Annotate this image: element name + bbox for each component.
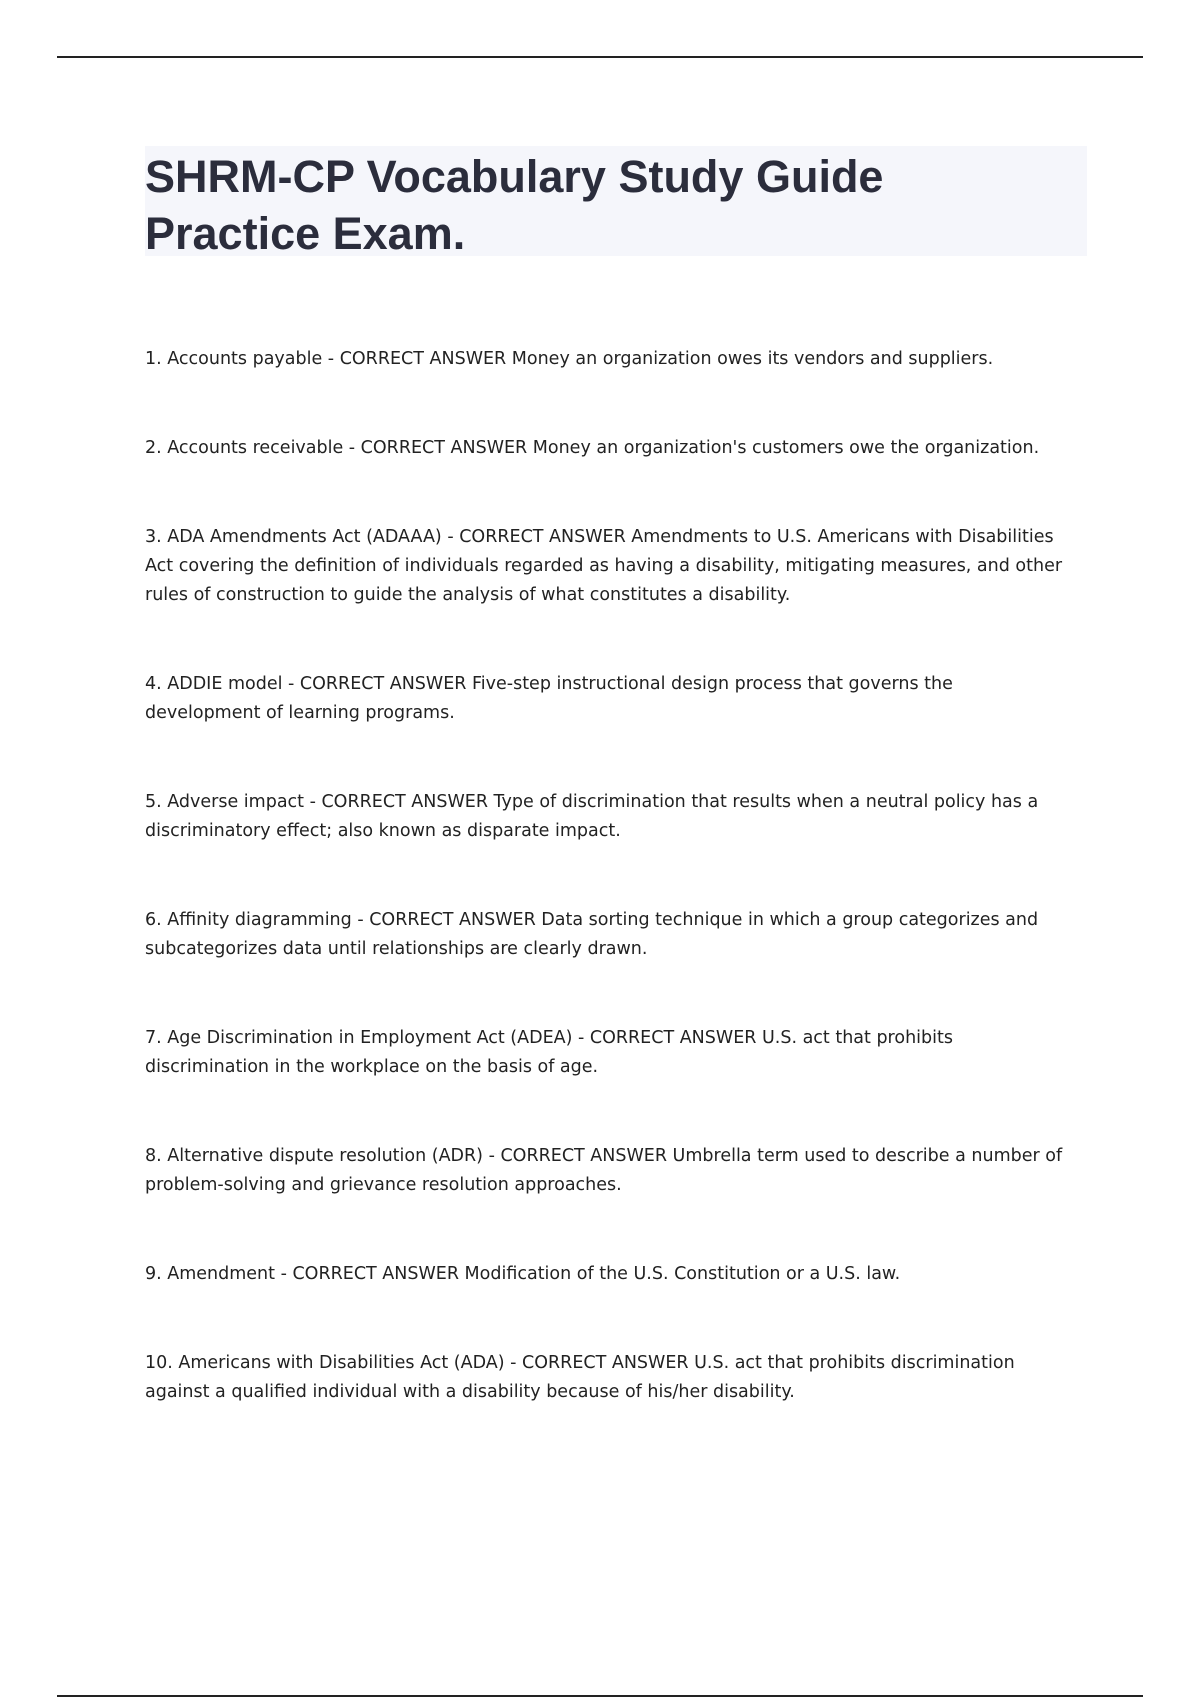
title-block xyxy=(145,146,1087,259)
page-title: SHRM-CP Vocabulary Study Guide Practice Exam. xyxy=(145,151,884,259)
vocabulary-list xyxy=(145,345,1085,1467)
footer-divider xyxy=(57,1695,1143,1697)
vocabulary-entry: 5. Adverse impact - CORRECT ANSWER Type of discrimination that results when a neutral policy has a discriminatory effect; also known as disparate impact. xyxy=(145,792,1039,841)
vocabulary-entry: 2. Accounts receivable - CORRECT ANSWER Money an organization's customers owe the organization. xyxy=(145,438,1040,458)
vocabulary-entry: 7. Age Discrimination in Employment Act (ADEA) - CORRECT ANSWER U.S. act that prohibits discrimination in the workplace on the basis of age. xyxy=(145,1028,953,1077)
vocabulary-entry: 6. Affinity diagramming - CORRECT ANSWER Data sorting technique in which a group categorizes and subcategorizes data until relationships are clearly drawn. xyxy=(145,910,1039,959)
vocabulary-entry: 9. Amendment - CORRECT ANSWER Modification of the U.S. Constitution or a U.S. law. xyxy=(145,1264,901,1284)
vocabulary-entry: 8. Alternative dispute resolution (ADR) - CORRECT ANSWER Umbrella term used to describe a number of problem-solving and grievance resolution approaches. xyxy=(145,1146,1063,1195)
vocabulary-entry: 3. ADA Amendments Act (ADAAA) - CORRECT ANSWER Amendments to U.S. Americans with Disabilities Act covering the definition of individuals regarded as having a disability, mitigating measures, and other rules of construction to guide the analysis of what constitutes a disability. xyxy=(145,527,1063,605)
vocabulary-entry: 10. Americans with Disabilities Act (ADA) - CORRECT ANSWER U.S. act that prohibits discrimination against a qualified individual with a disability because of his/her disability. xyxy=(145,1353,1015,1402)
vocabulary-entry: 1. Accounts payable - CORRECT ANSWER Money an organization owes its vendors and suppliers. xyxy=(145,349,994,369)
vocabulary-entry: 4. ADDIE model - CORRECT ANSWER Five-step instructional design process that governs the development of learning programs. xyxy=(145,674,953,723)
header-divider xyxy=(57,56,1143,58)
